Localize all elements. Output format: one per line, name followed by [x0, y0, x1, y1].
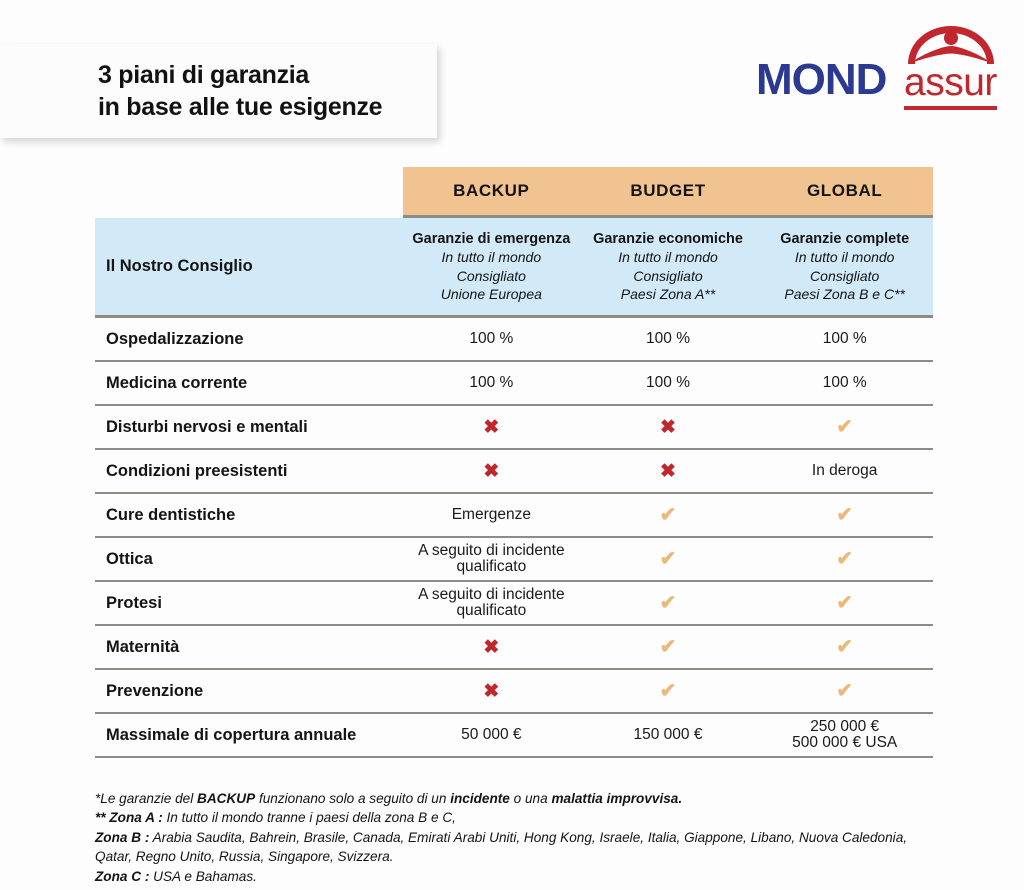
cell-text-line-2: qualificato: [456, 558, 527, 575]
row-label: Disturbi nervosi e mentali: [106, 417, 308, 436]
cell-text: 100 %: [646, 330, 690, 348]
cell-backup: [403, 714, 580, 756]
check-icon: ✔: [659, 636, 677, 658]
check-icon: ✔: [836, 548, 854, 570]
cell-text: 100 %: [822, 330, 867, 348]
cell-text: 100 %: [469, 330, 514, 348]
cell-backup: [403, 406, 580, 448]
cell-budget: [580, 450, 757, 492]
cell-global: [756, 362, 933, 404]
advice-sub-2: Consigliato: [633, 267, 703, 284]
plan-names-strip: [403, 167, 933, 218]
advice-cell-budget: [580, 218, 757, 315]
advice-title: Garanzie economiche: [593, 230, 743, 247]
cross-icon: ✖: [483, 416, 500, 438]
cell-global: [756, 670, 933, 712]
row-label: Medicina corrente: [106, 373, 248, 392]
table-header-row: [95, 167, 933, 218]
advice-sub-1: In tutto il mondo: [794, 249, 895, 266]
footnote-line-2: [95, 808, 995, 827]
advice-cell-global: [756, 218, 933, 315]
footnote-1-backup: BACKUP: [197, 791, 256, 806]
cell-global: [756, 714, 933, 756]
cross-icon: ✖: [483, 680, 500, 702]
footnotes: [95, 789, 995, 886]
table-row: [95, 670, 933, 714]
cell-global: [756, 626, 933, 668]
cell-budget: [580, 714, 757, 756]
cell-global: [756, 538, 933, 580]
footnote-1-malattia: malattia improvvisa.: [551, 791, 683, 806]
zona-c-text: USA e Bahamas.: [149, 868, 257, 884]
footnote-1-text-a: *Le garanzie del: [95, 791, 198, 806]
cell-text-line-1: A seguito di incidente: [418, 585, 565, 603]
table-row: [95, 450, 933, 494]
cell-backup: [403, 450, 580, 492]
advice-title: Garanzie complete: [780, 230, 910, 247]
dome-person-icon: [904, 24, 998, 66]
cell-budget: [580, 318, 757, 360]
row-label: Condizioni preesistenti: [106, 461, 288, 480]
footnote-line-4: Qatar, Regno Unito, Russia, Singapore, Svizzera.: [95, 849, 394, 865]
cross-icon: ✖: [483, 636, 500, 658]
cell-text: 100 %: [822, 374, 867, 392]
cell-budget: [580, 538, 757, 580]
table-row: [95, 494, 933, 538]
advice-sub-3: Unione Europea: [440, 285, 542, 302]
zona-a-text: In tutto il mondo tranne i paesi della zona B e C,: [162, 810, 456, 826]
check-icon: ✔: [659, 548, 677, 570]
table-body: [95, 318, 933, 758]
cell-text-line-1: A seguito di incidente: [418, 541, 565, 559]
logo-word-mond: MOND: [756, 55, 887, 104]
cell-text: In deroga: [811, 462, 878, 480]
footnote-line-3: [95, 828, 995, 847]
cell-budget: [580, 626, 757, 668]
cell-backup: [403, 362, 580, 404]
cell-global: [756, 406, 933, 448]
row-label: Ottica: [106, 549, 153, 568]
advice-row: [95, 218, 933, 318]
title-card: [0, 44, 437, 138]
footnote-1-text-c: funzionano solo a seguito di un: [255, 791, 451, 806]
row-label: Ospedalizzazione: [106, 329, 244, 348]
cell-budget: [580, 362, 757, 404]
table-row: [95, 582, 933, 626]
table-row: [95, 538, 933, 582]
plan-header-global[interactable]: GLOBAL: [806, 181, 883, 200]
footnote-line-5: [95, 867, 995, 886]
cell-text: 150 000 €: [633, 726, 703, 744]
cross-icon: ✖: [483, 460, 500, 482]
cell-text-line-2: qualificato: [456, 602, 527, 619]
advice-row-label: Il Nostro Consiglio: [106, 257, 253, 275]
check-icon: ✔: [836, 592, 854, 614]
plans-comparison-table: [95, 167, 933, 758]
check-icon: ✔: [659, 504, 677, 526]
zona-a-label: ** Zona A :: [95, 810, 163, 826]
advice-sub-3: Paesi Zona B e C**: [784, 285, 905, 302]
mondassur-logo: [756, 22, 998, 110]
cell-text: Emergenze: [451, 506, 531, 524]
row-label: Protesi: [106, 593, 162, 612]
advice-sub-2: Consigliato: [456, 267, 526, 284]
logo-underline: [904, 106, 997, 110]
advice-sub-1: In tutto il mondo: [618, 249, 718, 266]
check-icon: ✔: [836, 504, 854, 526]
zona-c-label: Zona C :: [95, 868, 150, 884]
plan-header-budget[interactable]: BUDGET: [630, 181, 706, 200]
table-row: [95, 714, 933, 758]
cell-backup: [403, 494, 580, 536]
cross-icon: ✖: [660, 416, 676, 438]
advice-title: Garanzie di emergenza: [412, 230, 571, 247]
logo-word-assur: assur: [904, 61, 997, 104]
cell-budget: [580, 406, 757, 448]
cell-backup: [403, 318, 580, 360]
row-label: Prevenzione: [106, 681, 204, 700]
zona-b-label: Zona B :: [95, 829, 150, 845]
cell-text: 50 000 €: [461, 726, 522, 744]
check-icon: ✔: [659, 592, 677, 614]
advice-sub-1: In tutto il mondo: [441, 249, 542, 266]
cell-budget: [580, 582, 757, 624]
header-empty-cell: [95, 167, 403, 218]
zona-b-text: Arabia Saudita, Bahrein, Brasile, Canada, Emirati Arabi Uniti, Hong Kong, Israele, Italia, Giappone, Libano, Nuova Caledonia,: [149, 829, 908, 845]
row-label: Maternità: [106, 637, 180, 656]
cell-text: 100 %: [646, 374, 690, 392]
cell-budget: [580, 494, 757, 536]
cell-backup: [403, 538, 580, 580]
page-title-line-2: in base alle tue esigenze: [98, 93, 383, 121]
advice-cell-backup: [403, 218, 580, 315]
cell-text-line-1: 250 000 €: [810, 717, 880, 735]
table-row: [95, 362, 933, 406]
cross-icon: ✖: [660, 460, 676, 482]
cell-global: [756, 318, 933, 360]
table-row: [95, 406, 933, 450]
table-row: [95, 626, 933, 670]
footnote-1-text-e: o una: [509, 791, 552, 806]
cell-global: [756, 582, 933, 624]
cell-backup: [403, 670, 580, 712]
check-icon: ✔: [836, 680, 854, 702]
cell-backup: [403, 582, 580, 624]
table-row: [95, 318, 933, 362]
cell-text: 100 %: [469, 374, 514, 392]
row-label: Massimale di copertura annuale: [106, 725, 357, 744]
cell-text-line-2: 500 000 € USA: [792, 734, 898, 751]
cell-backup: [403, 626, 580, 668]
cell-budget: [580, 670, 757, 712]
cell-global: [756, 494, 933, 536]
check-icon: ✔: [836, 636, 854, 658]
check-icon: ✔: [659, 680, 677, 702]
plan-header-backup[interactable]: BACKUP: [453, 181, 530, 200]
advice-sub-2: Consigliato: [810, 267, 880, 284]
cell-global: [756, 450, 933, 492]
footnote-line-1: [95, 789, 995, 808]
check-icon: ✔: [836, 416, 854, 438]
row-label: Cure dentistiche: [106, 505, 236, 524]
advice-sub-3: Paesi Zona A**: [620, 285, 716, 302]
footnote-1-incidente: incidente: [450, 791, 510, 806]
page-title-line-1: 3 piani di garanzia: [98, 61, 310, 89]
